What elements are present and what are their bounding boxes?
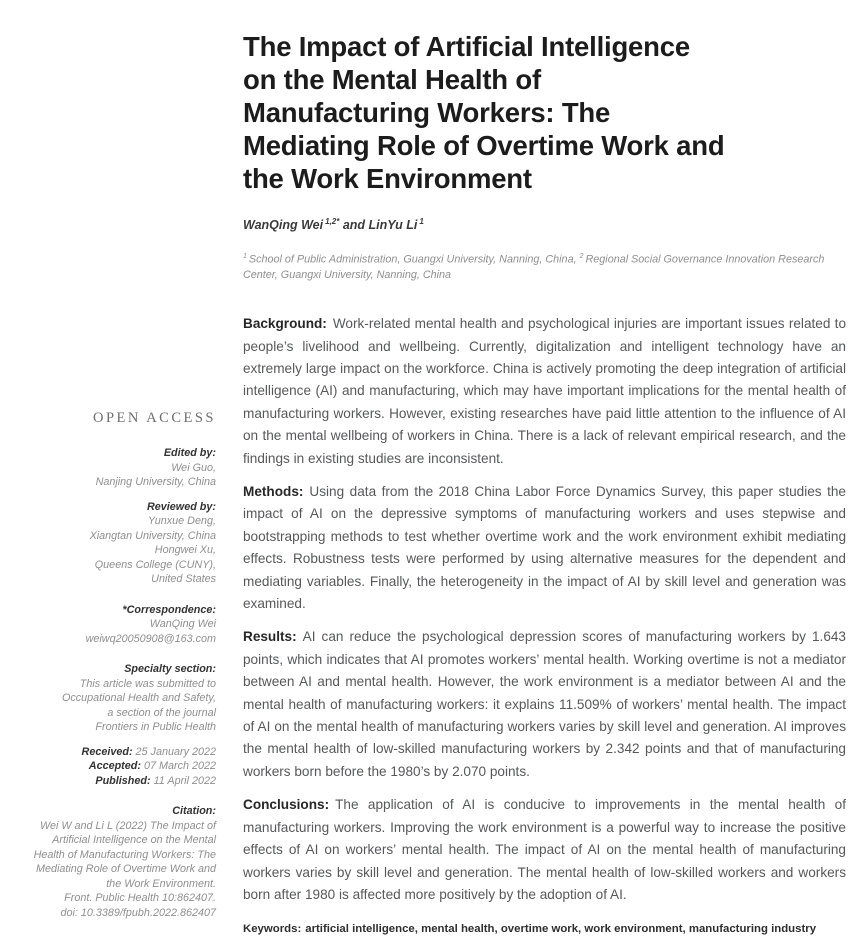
- specialty-line: This article was submitted to: [79, 677, 216, 690]
- methods-text: Using data from the 2018 China Labor Force Dynamics Survey, this paper studies the impact of AI on the depressive symptoms of manufacturing workers and uses stepwise and bootstrapping methods to test whether overtime work and the work environment exhibit mediating effects. Robustness tests were performed by using alternative measures for the dependent and mediating variables. Finally, the heterogeneity in the impact of AI by skill level and generation was examined.: [243, 484, 846, 612]
- correspondence-name: WanQing Wei: [149, 618, 216, 630]
- citation-doi-line[interactable]: doi: 10.3389/fpubh.2022.862407: [60, 906, 216, 919]
- abstract-paragraph-results: [243, 626, 846, 783]
- abstract: [243, 313, 846, 906]
- affiliations: [243, 249, 846, 284]
- author-name: WanQing Wei: [243, 218, 324, 233]
- edited-by-section: [28, 446, 216, 490]
- specialty-section: [28, 662, 216, 735]
- title-line: The Impact of Artificial Intelligence: [243, 31, 690, 63]
- citation-line: the Work Environment.: [106, 877, 216, 890]
- background-text: Work-related mental health and psychological injuries are important issues related to people’s livelihood and wellbeing. Currently, digitalization and intelligent technology have an extremely large impact on the workforce. China is actively promoting the deep integration of artificial intelligence (AI) and manufacturing, which may have important implications for the mental health of manufacturing workers. However, existing researches have paid little attention to the influence of AI on the mental wellbeing of workers in China. There is a lack of relevant empirical research, and the findings in existing studies are inconsistent.: [243, 316, 846, 466]
- citation-journal-line: Front. Public Health 10:862407.: [64, 892, 216, 904]
- accepted-date: [28, 759, 216, 774]
- author-affiliation-marker: 1: [419, 217, 424, 227]
- reviewer-name: Hongwei Xu,: [154, 544, 216, 556]
- correspondence-section: [28, 603, 216, 647]
- specialty-line: Occupational Health and Safety,: [61, 692, 216, 704]
- article-info-sidebar: [28, 410, 216, 930]
- affiliation-text: Regional Social Governance Innovation Research Center, Guangxi University, Nanning, China: [243, 253, 825, 282]
- citation-section: [28, 804, 216, 920]
- keywords-text: artificial intelligence, mental health, overtime work, work environment, manufacturing industry: [305, 923, 817, 936]
- methods-label: Methods:: [243, 484, 304, 500]
- citation-line: Artificial Intelligence on the Mental: [52, 834, 216, 846]
- title-line: the Work Environment: [243, 163, 532, 195]
- editor-name: Wei Guo,: [171, 461, 216, 474]
- abstract-paragraph-methods: [243, 481, 846, 615]
- citation-line: Health of Manufacturing Workers: The: [33, 848, 216, 861]
- reviewer-affiliation: Xiangtan University, China: [89, 529, 216, 542]
- conclusions-label: Conclusions:: [243, 797, 330, 813]
- specialty-section-label: Specialty section:: [124, 663, 216, 675]
- received-label: Received:: [81, 745, 133, 758]
- author-name: LinYu Li: [368, 218, 418, 233]
- dates-section: [28, 745, 216, 789]
- reviewer-affiliation: United States: [151, 573, 216, 585]
- article-main-column: [243, 12, 846, 949]
- results-label: Results:: [243, 629, 297, 645]
- published-value: 11 April 2022: [153, 774, 216, 787]
- author-affiliation-marker: 1,2*: [325, 217, 340, 227]
- citation-label: Citation:: [172, 805, 216, 817]
- title-line: Manufacturing Workers: The: [243, 97, 611, 129]
- abstract-paragraph-conclusions: [243, 794, 846, 906]
- title-line: on the Mental Health of: [243, 64, 541, 96]
- correspondence-label: *Correspondence:: [122, 603, 216, 616]
- author-byline: [243, 217, 846, 232]
- reviewer-name: Yunxue Deng,: [147, 515, 216, 527]
- received-date: [28, 745, 216, 760]
- author-joiner: and: [342, 218, 366, 233]
- specialty-line: Frontiers in Public Health: [95, 721, 216, 733]
- affiliation-marker: 2: [579, 252, 584, 260]
- reviewed-by-section: [28, 500, 216, 587]
- conclusions-text: The application of AI is conducive to improvements in the mental health of manufacturing workers. Improving the work environment is a powerful way to increase the positive effects of AI on workers’ mental health. The impact of AI on the mental health of manufacturing workers varies by skill level and generation. The mental health of low-skilled workers and workers born after 1980 is affected more positively by the adoption of AI.: [243, 797, 846, 902]
- accepted-value: 07 March 2022: [143, 760, 216, 772]
- open-access-label: OPEN ACCESS: [93, 410, 216, 426]
- results-text: AI can reduce the psychological depression scores of manufacturing workers by 1.643 points, which indicates that AI promotes workers’ mental health. Working overtime is not a mediator between AI and mental health. However, the work environment is a mediator between AI and the mental health of manufacturing workers: it explains 11.509% of workers’ mental health. The impact of AI on the mental health of manufacturing workers varies by skill level and generation. AI improves the mental health of low-skilled manufacturing workers by 2.342 points and that of manufacturing workers born before the 1980’s by 2.070 points.: [243, 629, 846, 779]
- correspondence-email[interactable]: weiwq20050908@163.com: [85, 632, 216, 645]
- citation-line: Mediating Role of Overtime Work and: [35, 863, 216, 875]
- published-label: Published:: [95, 774, 151, 787]
- affiliation-text: School of Public Administration, Guangxi University, Nanning, China,: [248, 253, 577, 266]
- specialty-line: a section of the journal: [107, 706, 216, 719]
- reviewer-affiliation: Queens College (CUNY),: [94, 558, 216, 571]
- received-value: 25 January 2022: [135, 745, 216, 758]
- background-label: Background:: [243, 316, 327, 332]
- affiliation-marker: 1: [243, 252, 247, 260]
- article-title: [243, 30, 846, 195]
- title-line: Mediating Role of Overtime Work and: [243, 130, 725, 162]
- edited-by-label: Edited by:: [163, 447, 216, 459]
- citation-line: Wei W and Li L (2022) The Impact of: [39, 819, 216, 832]
- editor-affiliation: Nanjing University, China: [95, 476, 216, 488]
- abstract-paragraph-background: [243, 313, 846, 470]
- published-date: [28, 774, 216, 789]
- reviewed-by-label: Reviewed by:: [146, 500, 216, 513]
- accepted-label: Accepted:: [88, 760, 141, 772]
- keywords-label: Keywords:: [243, 923, 302, 936]
